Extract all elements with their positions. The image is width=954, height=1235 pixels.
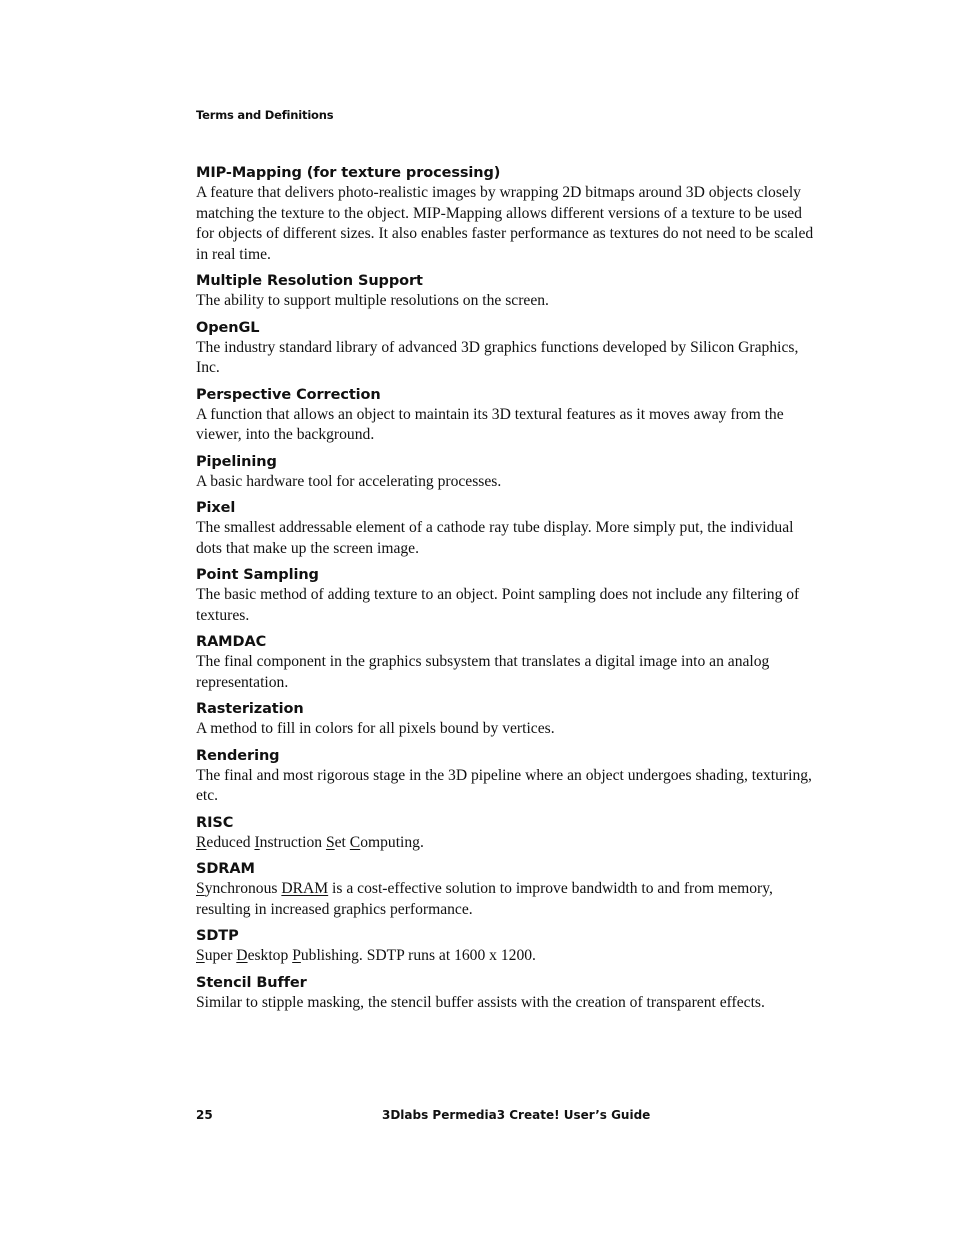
glossary-entry xyxy=(196,385,816,446)
underlined-letter: P xyxy=(292,947,301,964)
glossary-entry xyxy=(196,813,816,854)
glossary-term: Perspective Correction xyxy=(196,386,381,403)
glossary-term: Rasterization xyxy=(196,701,304,717)
glossary-definition: The final component in the graphics subsystem that translates a digital image into an analog representation. xyxy=(196,653,770,691)
glossary-entry xyxy=(196,926,816,967)
glossary-term: Multiple Resolution Support xyxy=(196,273,423,289)
glossary-entry xyxy=(196,746,816,807)
definition-text: educed xyxy=(206,833,255,851)
glossary-entry xyxy=(196,859,816,920)
glossary-term: OpenGL xyxy=(196,319,260,336)
glossary-entry xyxy=(196,452,816,493)
glossary-term: SDTP xyxy=(196,928,239,944)
glossary-definition xyxy=(196,946,816,967)
glossary-definition: The basic method of adding texture to an object. Point sampling does not include any filtering of textures. xyxy=(196,586,800,624)
glossary-definition: The ability to support multiple resolutions on the screen. xyxy=(196,292,549,309)
underlined-letter: S xyxy=(196,880,205,897)
glossary-term: Point Sampling xyxy=(196,567,319,583)
glossary-definition: Similar to stipple masking, the stencil buffer assists with the creation of transparent effects. xyxy=(196,993,765,1011)
glossary-definition xyxy=(196,833,816,854)
underlined-letter: DRAM xyxy=(281,880,329,897)
definition-text: ynchronous xyxy=(204,880,282,897)
glossary-entry xyxy=(196,565,816,626)
glossary-term: SDRAM xyxy=(196,861,255,877)
running-header: Terms and Definitions xyxy=(196,108,334,122)
glossary-definition: A function that allows an object to maintain its 3D textural features as it moves away from the viewer, into the background. xyxy=(196,405,784,443)
glossary-entry xyxy=(196,973,816,1014)
definition-text: omputing. xyxy=(360,833,424,851)
glossary-list xyxy=(196,163,816,1019)
glossary-definition: A basic hardware tool for accelerating processes. xyxy=(196,472,502,490)
book-title: 3Dlabs Permedia3 Create! User’s Guide xyxy=(382,1108,651,1122)
definition-text: is a cost-effective solution to improve bandwidth to and from memory, resulting in increased graphics performance. xyxy=(196,880,773,918)
glossary-definition: A method to fill in colors for all pixels bound by vertices. xyxy=(196,720,555,737)
definition-text: ublishing. SDTP runs at 1600 x 1200. xyxy=(300,947,536,964)
glossary-term: RAMDAC xyxy=(196,634,267,650)
glossary-definition: The smallest addressable element of a cathode ray tube display. More simply put, the individual dots that make up the screen image. xyxy=(196,519,794,557)
glossary-entry xyxy=(196,632,816,693)
glossary-entry xyxy=(196,699,816,740)
definition-text: esktop xyxy=(247,947,293,964)
glossary-term: Stencil Buffer xyxy=(196,974,307,991)
underlined-letter: R xyxy=(196,833,207,851)
glossary-term: Pipelining xyxy=(196,453,277,470)
glossary-term: MIP-Mapping (for texture processing) xyxy=(196,165,501,181)
underlined-letter: S xyxy=(325,833,335,851)
glossary-term: Rendering xyxy=(196,747,280,764)
underlined-letter: S xyxy=(196,947,205,964)
glossary-term: Pixel xyxy=(196,500,236,516)
glossary-entry xyxy=(196,163,816,265)
glossary-entry xyxy=(196,271,816,312)
glossary-definition xyxy=(196,879,816,920)
underlined-letter: C xyxy=(349,833,361,851)
definition-text: nstruction xyxy=(259,833,326,851)
page-number: 25 xyxy=(196,1108,213,1122)
glossary-definition: The industry standard library of advanced 3D graphics functions developed by Silicon Graphics, Inc. xyxy=(196,338,799,376)
underlined-letter: I xyxy=(254,833,260,851)
underlined-letter: D xyxy=(236,947,248,964)
glossary-definition: A feature that delivers photo-realistic images by wrapping 2D bitmaps around 3D objects closely matching the texture to the object. MIP-Mapping allows different versions of a texture to be used for objects of different sizes. It also enables faster performance as textures do not need to be scaled in real time. xyxy=(196,184,814,263)
glossary-term: RISC xyxy=(196,814,234,831)
glossary-definition: The final and most rigorous stage in the 3D pipeline where an object undergoes shading, texturing, etc. xyxy=(196,766,812,804)
definition-text: uper xyxy=(204,947,237,964)
glossary-entry xyxy=(196,498,816,559)
definition-text: et xyxy=(334,833,350,851)
glossary-entry xyxy=(196,318,816,379)
